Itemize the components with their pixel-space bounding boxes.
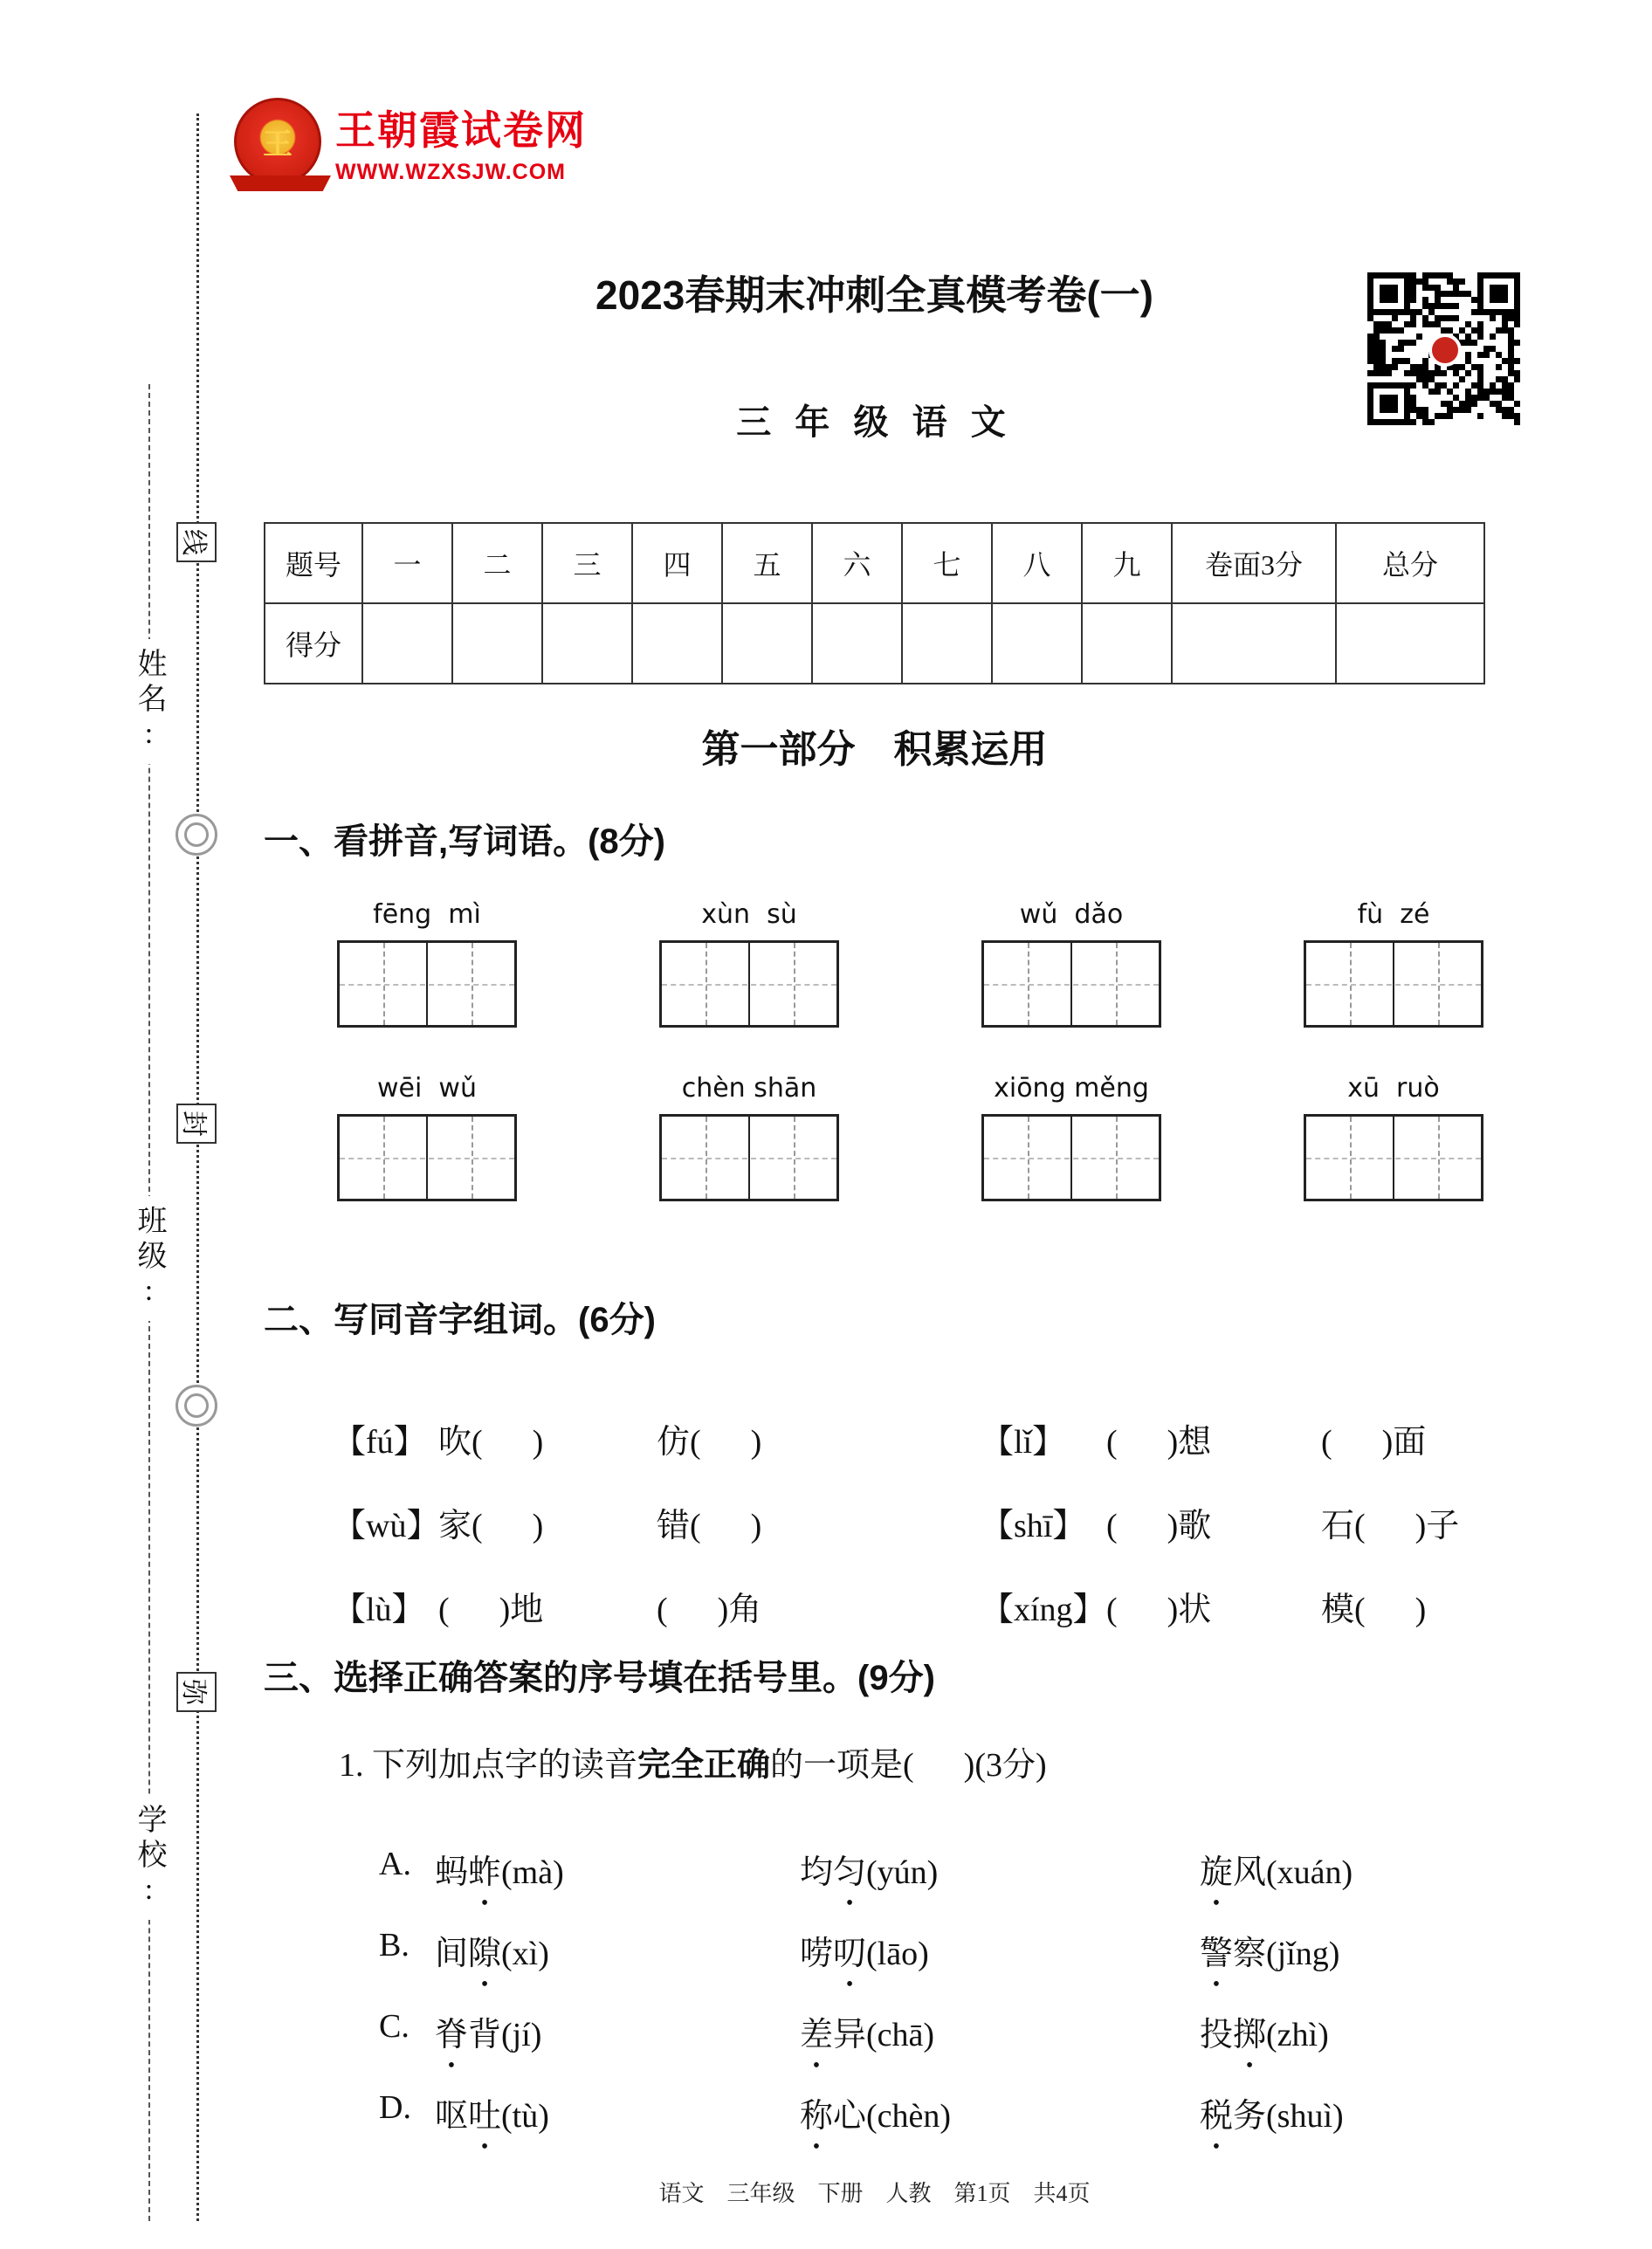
homophone-item: ( )地 [438, 1592, 544, 1628]
logo-seal-icon [234, 98, 321, 185]
writing-cell [750, 1117, 836, 1199]
homophone-item: ( )歌 [1106, 1508, 1212, 1544]
homophone-row [264, 1390, 1485, 1474]
item-text: 均 [800, 1854, 834, 1891]
seal-char-mi: 弥 [176, 1672, 217, 1712]
option-item [435, 1845, 564, 1893]
writing-cell [428, 943, 514, 1025]
pinyin-label: fēng mì [373, 899, 481, 930]
homophone-item: 家( ) [438, 1508, 544, 1544]
homophone-key: 【lù】 [333, 1592, 425, 1628]
option-item [435, 2007, 541, 2055]
option-row-a [264, 1819, 1485, 1900]
option-row-d [264, 2062, 1485, 2143]
option-item [435, 2088, 549, 2136]
option-item [1200, 2088, 1344, 2136]
pinyin-group [981, 1073, 1161, 1201]
writing-cell [750, 943, 836, 1025]
score-input-cell [1172, 603, 1336, 684]
pinyin-label: wēi wǔ [377, 1073, 477, 1104]
writing-cell [1306, 943, 1394, 1025]
dotted-char: 隙 [468, 1936, 502, 1972]
pinyin-label: xùn sù [701, 899, 797, 930]
part1-heading: 第一部分 积累运用 [701, 728, 1048, 771]
homophone-item: 仿( ) [657, 1424, 762, 1461]
score-header-cell: 总分 [1336, 523, 1484, 603]
option-label: A. [379, 1846, 411, 1882]
dotted-char: 蚱 [468, 1854, 502, 1891]
option-item [435, 1926, 549, 1974]
pinyin-group [1304, 1073, 1483, 1201]
sub1-post: 的一项是( )(3分) [770, 1747, 1047, 1784]
question-3-title: 三、选择正确答案的序号填在括号里。(9分) [264, 1659, 935, 1697]
score-input-cell [722, 603, 812, 684]
logo-text [335, 99, 587, 185]
writing-cell [1306, 1117, 1394, 1199]
homophone-key: 【lǐ】 [981, 1424, 1066, 1461]
item-text: (zhì) [1266, 2017, 1329, 2053]
score-input-cell [362, 603, 452, 684]
pinyin-group [337, 899, 517, 1028]
item-text: 察(jǐng) [1233, 1936, 1340, 1972]
option-item [800, 2088, 951, 2136]
pinyin-label: xū ruò [1347, 1073, 1440, 1104]
dotted-char: 差 [800, 2017, 834, 2053]
score-row-label: 得分 [265, 603, 362, 684]
writing-box [659, 940, 839, 1028]
homophone-item: 模( ) [1321, 1592, 1427, 1628]
homophone-item: 吹( ) [438, 1424, 544, 1461]
homophone-item: 石( )子 [1321, 1508, 1460, 1544]
writing-cell [662, 1117, 750, 1199]
option-row-c [264, 1981, 1485, 2062]
item-text: 背(jí) [468, 2017, 542, 2053]
item-text: 心(chèn) [833, 2098, 952, 2135]
writing-box [659, 1114, 839, 1201]
dotted-char: 称 [800, 2098, 834, 2135]
score-input-cell [812, 603, 902, 684]
option-item [1200, 1845, 1353, 1893]
score-header-cell: 四 [632, 523, 722, 603]
homophone-item: ( )想 [1106, 1424, 1212, 1461]
class-label: 班级: [127, 1196, 169, 1321]
writing-cell [1394, 943, 1481, 1025]
homophone-key: 【shī】 [981, 1508, 1086, 1544]
item-text: (xì) [501, 1936, 549, 1972]
item-text: (tù) [501, 2098, 549, 2135]
item-text: 异(chā) [833, 2017, 935, 2053]
dotted-char: 匀 [833, 1854, 867, 1891]
item-text: (yún) [866, 1854, 939, 1891]
writing-box [981, 1114, 1161, 1201]
writing-cell [428, 1117, 514, 1199]
seal-char-feng: 封 [176, 1104, 217, 1144]
name-label: 姓名: [127, 639, 169, 764]
score-table-header-row [265, 523, 1484, 603]
question-3 [264, 1655, 1485, 2143]
score-input-cell [632, 603, 722, 684]
writing-box [337, 940, 517, 1028]
homophone-row [264, 1474, 1485, 1558]
writing-cell [340, 1117, 428, 1199]
homophone-item: ( )面 [1321, 1424, 1427, 1461]
question-1 [264, 819, 1485, 1201]
sub1-bold: 完全正确 [637, 1747, 771, 1784]
homophone-key: 【fú】 [333, 1424, 427, 1461]
writing-box [337, 1114, 517, 1201]
exam-title: 2023春期末冲刺全真模考卷(一) [595, 272, 1153, 318]
pinyin-group [1304, 899, 1483, 1028]
pinyin-row-1 [264, 899, 1485, 1028]
pinyin-label: chèn shān [681, 1073, 817, 1104]
item-text: 蚂 [435, 1854, 469, 1891]
item-text: 务(shuì) [1233, 2098, 1344, 2135]
score-header-cell: 五 [722, 523, 812, 603]
score-header-cell: 题号 [265, 523, 362, 603]
pinyin-group [659, 1073, 839, 1201]
dotted-char: 脊 [435, 2017, 469, 2053]
item-text: 唠 [800, 1936, 834, 1972]
writing-cell [984, 943, 1072, 1025]
option-label: D. [379, 2089, 411, 2126]
score-header-cell: 一 [362, 523, 452, 603]
question-3-sub1 [264, 1737, 1485, 1785]
writing-cell [1072, 943, 1159, 1025]
seal-char-xian: 线 [176, 522, 217, 562]
site-name: 王朝霞试卷网 [335, 107, 587, 153]
question-2-title: 二、写同音字组词。(6分) [264, 1301, 656, 1339]
pinyin-label: fù zé [1357, 899, 1430, 930]
school-label: 学校: [127, 1795, 169, 1920]
score-input-cell [1082, 603, 1172, 684]
writing-cell [1394, 1117, 1481, 1199]
item-text: 投 [1200, 2017, 1234, 2053]
homophone-row [264, 1558, 1485, 1641]
score-input-cell [992, 603, 1082, 684]
item-text: (mà) [501, 1854, 564, 1891]
score-header-cell: 九 [1082, 523, 1172, 603]
option-item [1200, 1926, 1339, 1974]
option-item [800, 1926, 929, 1974]
option-label: B. [379, 1927, 410, 1964]
writing-cell [984, 1117, 1072, 1199]
item-text: 风(xuán) [1233, 1854, 1353, 1891]
dotted-char: 旋 [1200, 1854, 1234, 1891]
writing-box [1304, 1114, 1483, 1201]
dotted-char: 警 [1200, 1936, 1234, 1972]
homophone-item: ( )状 [1106, 1592, 1212, 1628]
score-header-cell: 卷面3分 [1172, 523, 1336, 603]
sub1-pre: 1. 下列加点字的读音 [339, 1747, 638, 1784]
dotted-char: 税 [1200, 2098, 1234, 2135]
dotted-char: 吐 [468, 2098, 502, 2135]
binding-dotted-line [196, 113, 199, 2221]
homophone-item: ( )角 [657, 1592, 762, 1628]
option-item [800, 2007, 934, 2055]
item-text: 呕 [435, 2098, 469, 2135]
question-1-title: 一、看拼音,写词语。(8分) [264, 822, 665, 861]
score-header-cell: 六 [812, 523, 902, 603]
site-logo [234, 98, 587, 185]
pinyin-group [659, 899, 839, 1028]
option-label: C. [379, 2008, 410, 2045]
writing-cell [662, 943, 750, 1025]
score-table [264, 522, 1485, 684]
score-table-score-row [265, 603, 1484, 684]
item-text: 间 [435, 1936, 469, 1972]
homophone-key: 【xíng】 [981, 1592, 1106, 1628]
homophone-item: 错( ) [657, 1508, 762, 1544]
logo-seal-glyph: 王 [263, 127, 293, 162]
score-input-cell [542, 603, 632, 684]
pinyin-group [337, 1073, 517, 1201]
dotted-char: 叨 [833, 1936, 867, 1972]
exam-subtitle: 三 年 级 语 文 [736, 403, 1013, 442]
pinyin-label: xiōng měng [994, 1073, 1149, 1104]
score-input-cell [902, 603, 992, 684]
option-item [1200, 2007, 1329, 2055]
writing-cell [1072, 1117, 1159, 1199]
pinyin-row-2 [264, 1073, 1485, 1201]
score-header-cell: 二 [452, 523, 542, 603]
score-header-cell: 七 [902, 523, 992, 603]
writing-box [981, 940, 1161, 1028]
writing-cell [340, 943, 428, 1025]
site-url: WWW.WZXSJW.COM [335, 159, 566, 184]
option-row-b [264, 1900, 1485, 1981]
writing-box [1304, 940, 1483, 1028]
score-header-cell: 三 [542, 523, 632, 603]
option-item [800, 1845, 938, 1893]
knot-ornament-icon [176, 1385, 217, 1427]
score-input-cell [1336, 603, 1484, 684]
dotted-char: 掷 [1233, 2017, 1267, 2053]
knot-ornament-icon [176, 814, 217, 856]
pinyin-label: wǔ dǎo [1019, 899, 1124, 930]
score-input-cell [452, 603, 542, 684]
homophone-key: 【wù】 [333, 1508, 440, 1544]
score-header-cell: 八 [992, 523, 1082, 603]
qr-center-logo-icon [1428, 334, 1462, 367]
pinyin-group [981, 899, 1161, 1028]
question-2 [264, 1297, 1485, 1641]
item-text: (lāo) [866, 1936, 929, 1972]
page-footer: 语文 三年级 下册 人教 第1页 共4页 [658, 2181, 1091, 2206]
